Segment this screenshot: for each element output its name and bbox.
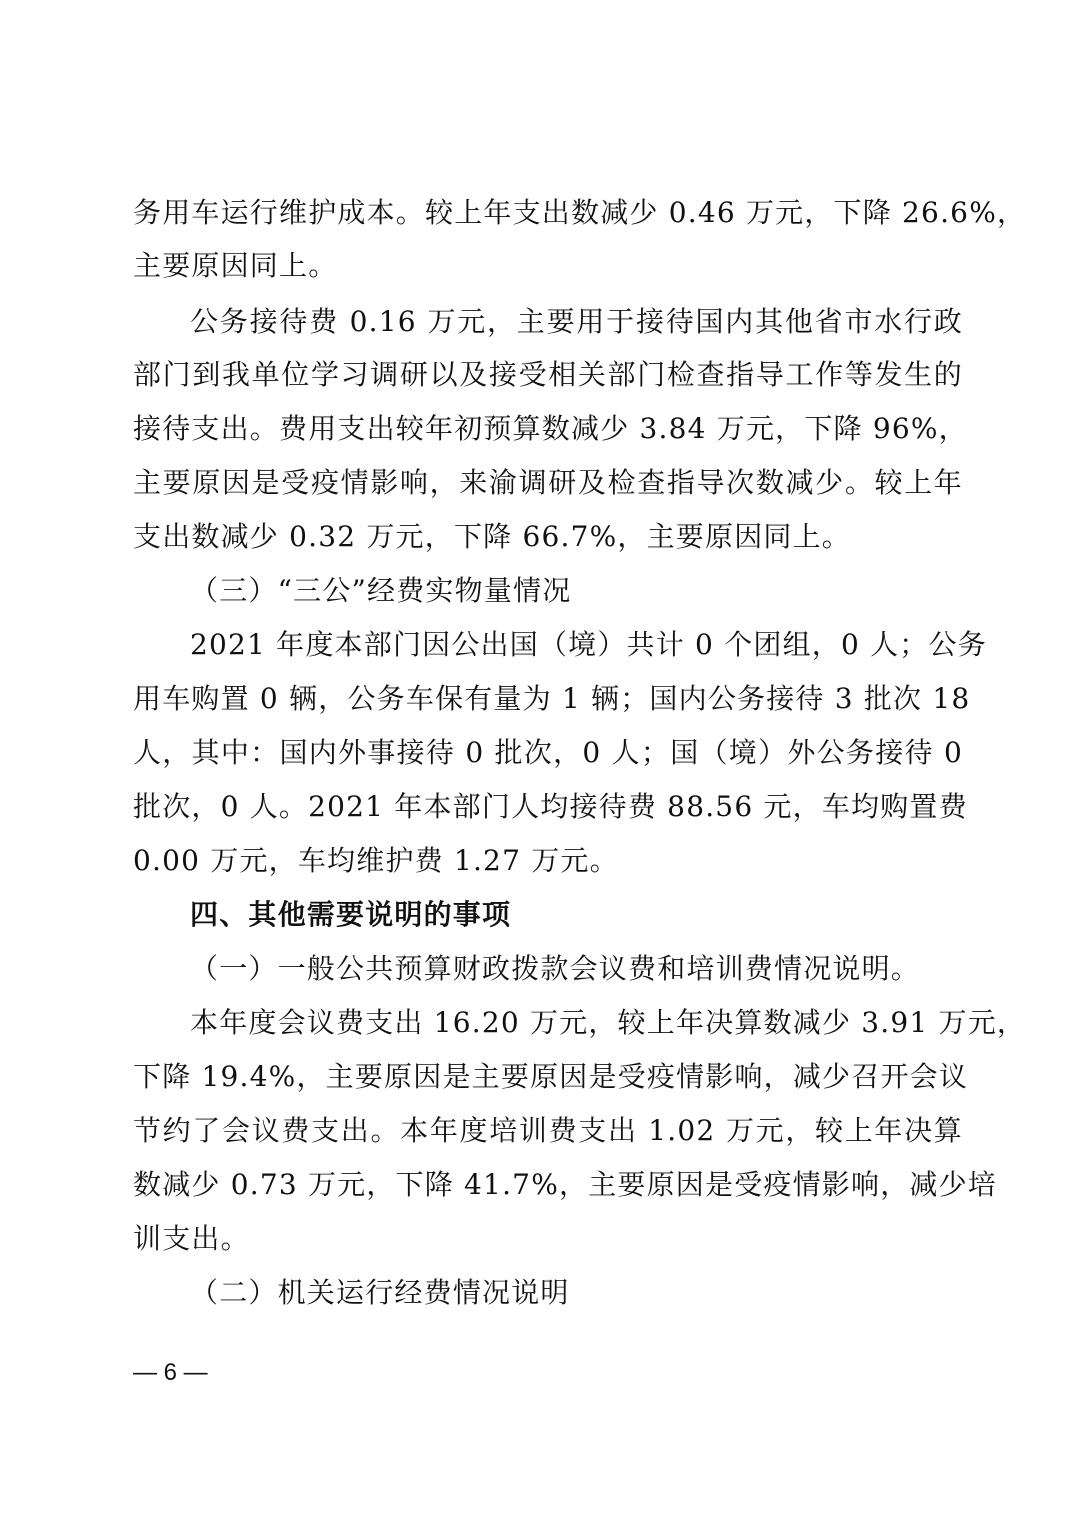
paragraph-meeting-line-3: 节约了会议费支出。本年度培训费支出 1.02 万元，较上年决算 xyxy=(133,1114,963,1147)
paragraph-meeting-line-4: 数减少 0.73 万元，下降 41.7%，主要原因是受疫情影响，减少培 xyxy=(133,1168,997,1201)
paragraph-reception-line-5: 支出数减少 0.32 万元，下降 66.7%，主要原因同上。 xyxy=(133,520,851,553)
paragraph-meeting-line-5: 训支出。 xyxy=(133,1222,250,1255)
section-heading-4-1-meeting-training: （一）一般公共预算财政拨款会议费和培训费情况说明。 xyxy=(190,952,921,985)
body-line-2: 主要原因同上。 xyxy=(133,249,338,282)
paragraph-meeting-line-1: 本年度会议费支出 16.20 万元，较上年决算数减少 3.91 万元， xyxy=(190,1006,1027,1039)
paragraph-reception-line-1: 公务接待费 0.16 万元，主要用于接待国内其他省市水行政 xyxy=(190,305,963,338)
paragraph-reception-line-4: 主要原因是受疫情影响，来渝调研及检查指导次数减少。较上年 xyxy=(133,466,963,499)
section-heading-3-public-expenses: （三）“三公”经费实物量情况 xyxy=(190,574,572,607)
paragraph-reception-line-2: 部门到我单位学习调研以及接受相关部门检查指导工作等发生的 xyxy=(133,358,963,391)
paragraph-physical-line-3: 人，其中：国内外事接待 0 批次，0 人；国（境）外公务接待 0 xyxy=(133,736,963,769)
paragraph-physical-line-4: 批次，0 人。2021 年本部门人均接待费 88.56 元，车均购置费 xyxy=(133,790,968,823)
paragraph-reception-line-3: 接待支出。费用支出较年初预算数减少 3.84 万元，下降 96%， xyxy=(133,412,968,445)
section-heading-4-2-operating-costs: （二）机关运行经费情况说明 xyxy=(190,1276,570,1309)
paragraph-physical-line-2: 用车购置 0 辆，公务车保有量为 1 辆；国内公务接待 3 批次 18 xyxy=(133,682,971,715)
page-number: — 6 — xyxy=(133,1359,208,1386)
paragraph-physical-line-1: 2021 年度本部门因公出国（境）共计 0 个团组，0 人；公务 xyxy=(190,628,987,661)
paragraph-meeting-line-2: 下降 19.4%，主要原因是主要原因是受疫情影响，减少召开会议 xyxy=(133,1060,969,1093)
section-heading-4-other-matters: 四、其他需要说明的事项 xyxy=(190,898,512,931)
paragraph-physical-line-5: 0.00 万元，车均维护费 1.27 万元。 xyxy=(133,844,619,877)
body-line-1: 务用车运行维护成本。较上年支出数减少 0.46 万元，下降 26.6%， xyxy=(133,196,1027,229)
